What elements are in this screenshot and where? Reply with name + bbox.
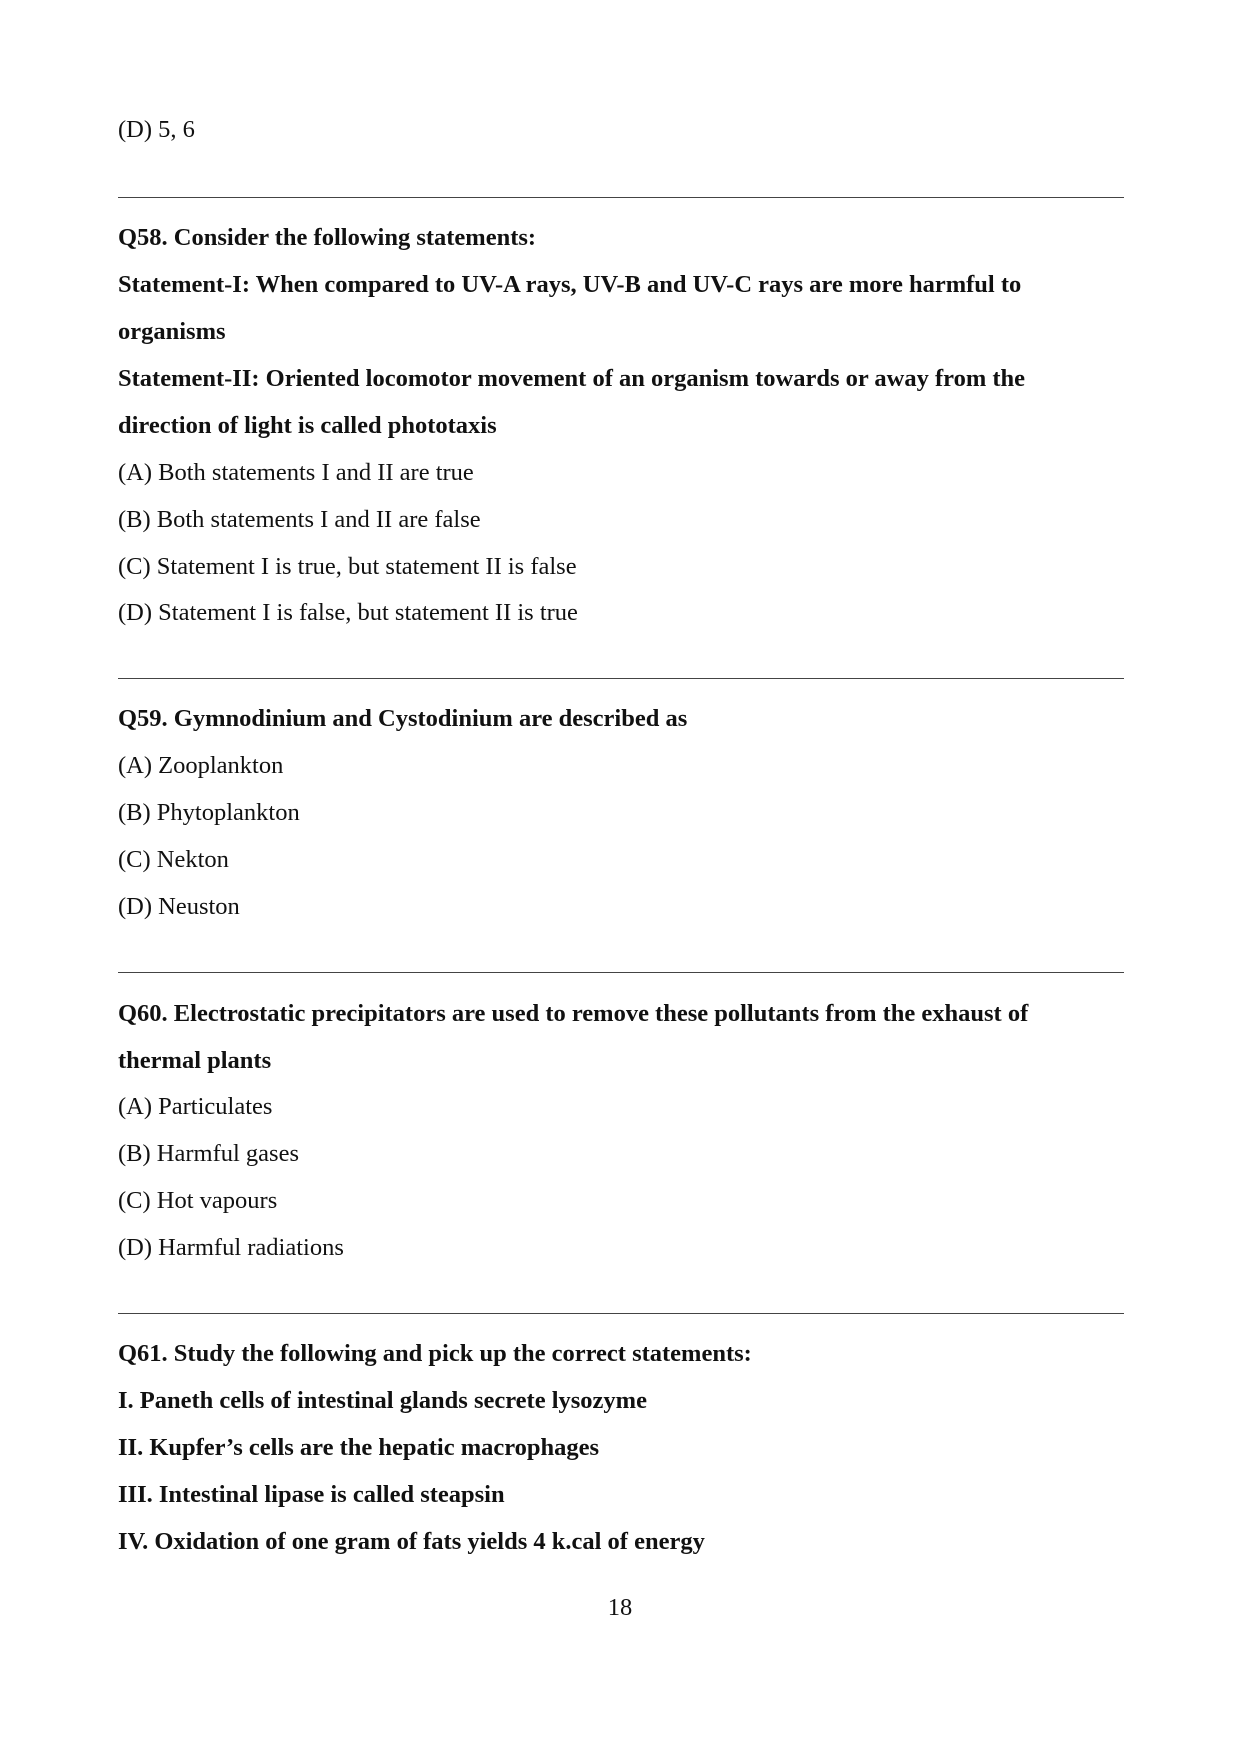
question-text: Q59. Gymnodinium and Cystodinium are described as <box>118 705 688 732</box>
option: (D) Neuston <box>118 893 240 920</box>
option-d-prev: (D) 5, 6 <box>118 116 195 143</box>
question-text: thermal plants <box>118 1047 272 1074</box>
divider <box>118 197 1124 198</box>
option: (C) Nekton <box>118 846 229 873</box>
question-text: Q61. Study the following and pick up the correct statements: <box>118 1340 752 1367</box>
option: (A) Particulates <box>118 1093 273 1120</box>
option: (B) Both statements I and II are false <box>118 506 481 533</box>
question-text: direction of light is called phototaxis <box>118 412 497 439</box>
option: (A) Both statements I and II are true <box>118 459 474 486</box>
option: (C) Statement I is true, but statement II is false <box>118 553 577 580</box>
option: (D) Harmful radiations <box>118 1234 344 1261</box>
statement: II. Kupfer’s cells are the hepatic macrophages <box>118 1434 600 1461</box>
statement: IV. Oxidation of one gram of fats yields 4 k.cal of energy <box>118 1528 705 1555</box>
question-text: Statement-II: Oriented locomotor movement of an organism towards or away from the <box>118 365 1026 392</box>
question-text: organisms <box>118 318 226 345</box>
option: (D) Statement I is false, but statement II is true <box>118 599 578 626</box>
question-text: Q58. Consider the following statements: <box>118 224 537 251</box>
option: (B) Phytoplankton <box>118 799 300 826</box>
question-text: Statement-I: When compared to UV-A rays, UV-B and UV-C rays are more harmful to <box>118 271 1022 298</box>
option: (C) Hot vapours <box>118 1187 278 1214</box>
question-text: Q60. Electrostatic precipitators are used to remove these pollutants from the exhaust of <box>118 1000 1029 1027</box>
divider <box>118 678 1124 679</box>
statement: III. Intestinal lipase is called steapsin <box>118 1481 505 1508</box>
statement: I. Paneth cells of intestinal glands secrete lysozyme <box>118 1387 647 1414</box>
page-number: 18 <box>607 1594 633 1621</box>
divider <box>118 1313 1124 1314</box>
divider <box>118 972 1124 973</box>
option: (B) Harmful gases <box>118 1140 299 1167</box>
option: (A) Zooplankton <box>118 752 284 779</box>
